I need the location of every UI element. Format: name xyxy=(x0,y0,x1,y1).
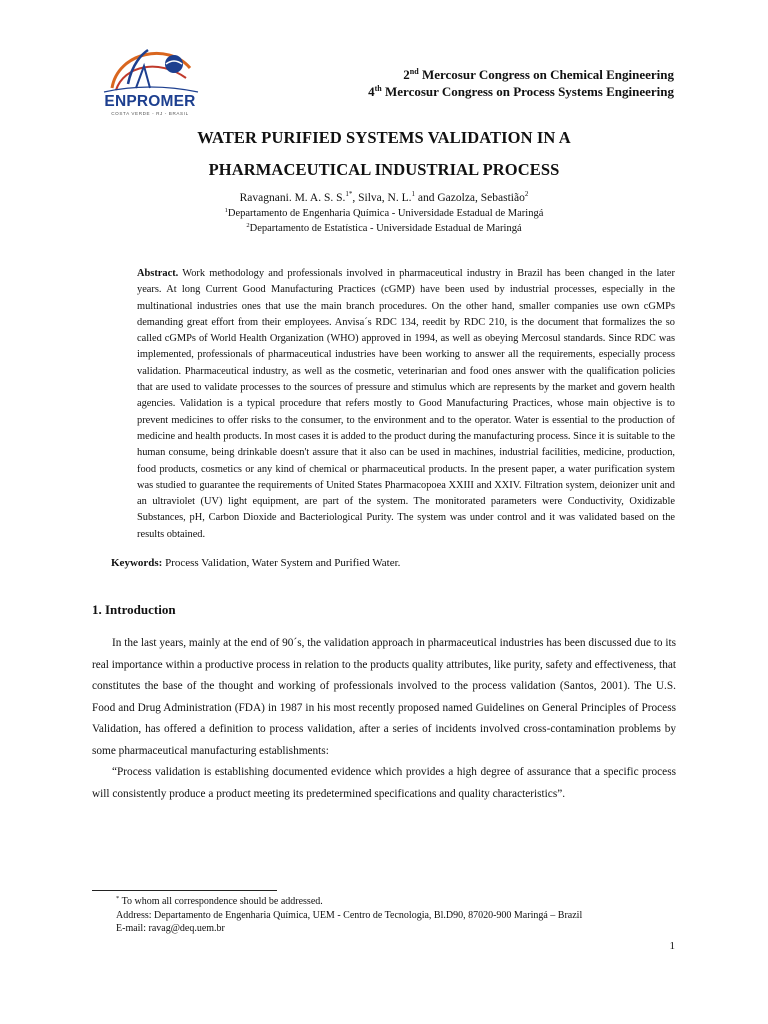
paragraph: “Process validation is establishing documented evidence which provides a high degree of assurance that a specific process will consistently produce a product meeting its predetermined specifications and quality characteristics”. xyxy=(92,766,676,800)
logo-subtitle: COSTA VERDE - RJ - BRASIL xyxy=(111,111,189,116)
footnote-email: E-mail: ravag@deq.uem.br xyxy=(116,923,225,934)
paper-title-line-1: WATER PURIFIED SYSTEMS VALIDATION IN A xyxy=(197,128,571,147)
section-heading: 1. Introduction xyxy=(92,602,176,617)
page-number: 1 xyxy=(669,940,675,952)
paper-title-line-2: PHARMACEUTICAL INDUSTRIAL PROCESS xyxy=(208,160,560,179)
conference-line-1: 2nd Mercosur Congress on Chemical Engineering xyxy=(403,67,674,82)
footnote-line-1: * To whom all correspondence should be addressed. xyxy=(116,895,323,907)
affiliation-2: $^2$Departamento de Estatística - Universidade Estadual de Maringá xyxy=(246,222,522,234)
conference-line-2: 4th Mercosur Congress on Process Systems Engineering xyxy=(368,84,674,99)
author-list: Ravagnani. M. A. S. S.$^{1*}$, Silva, N. L.$^1$ and Gazolza, Sebastião$^2$ xyxy=(239,190,529,204)
footnote-divider xyxy=(92,890,277,891)
introduction-body xyxy=(92,633,676,805)
affiliation-1: $^1$Departamento de Engenharia Química - Universidade Estadual de Maringá xyxy=(224,207,544,219)
abstract: Abstract. Work methodology and professionals involved in pharmaceutical industry in Brazil has been changed in the later years. At long Current Good Manufacturing Practices (cGMP) have been used by industrial processes, especially in the multinational industries ones that use the main branch procedures. On the other hand, smaller companies use own cGMPs demanding great effort from their employees. Anvisa´s RDC 134, reedit by RDC 210, is the document that formalizes the so called cGMPs of World Health Organization (WHO) approved in 1994, as well as obeying Mercosul standards. Since RDC was implemented, professionals of pharmaceutical industries have been working to answer all the requirements, especially process validation. Pharmaceutical industry, as well as the cosmetic, veterinarian and food ones answer with the qualification policies that are used to validate processes to the sources of pressure and stimulus which are represents by the market and govern health agencies. Validation is a typical procedure that refers mostly to Good Manufacturing Practices, whose main objective is to prevent medicines to offer risks to the consumer, to the environment and to the operator. Water is essential to the production of medicine and health products. In most cases it is added to the product during the manufacturing process. Since it is suitable to the human consume, being drinkable doesn't assure that it also can be used in machines, industrial facilities, medicine, production, food products, cosmetics or any kind of chemical or pharmaceutical products. In the present paper, a water purification system was studied to guarantee the requirements of United States Pharmacopoea XXIII and XXIV. Filtration system, deionizer unit and an ultraviolet (UV) light equipment, are part of the system. The monitorated parameters were Conductivity, Oxidizable Substances, pH, Carbon Dioxide and Bacteriological Purity. The system was under control and it was validated based on the results obtained. xyxy=(137,268,675,540)
keywords: Keywords: Process Validation, Water System and Purified Water. xyxy=(111,557,401,569)
paragraph: In the last years, mainly at the end of 90´s, the validation approach in pharmaceutical industries has been discussed due to its real importance within a productive process in relation to the products quality attributes, like purity, safety and effectiveness, that constitutes the base of the thought and working of professionals involved to the process validation (Santos, 2001). The U.S. Food and Drug Administration (FDA) in 1987 in his most recently proposed named Guidelines on General Principles of Process Validation, has offered a definition to process validation, after a series of incidents involved cross-contamination problems by some pharmaceutical manufacturing establishments: xyxy=(92,637,676,757)
logo-emblem-icon xyxy=(98,44,202,96)
enpromer-logo xyxy=(98,44,202,120)
footnote-address: Address: Departamento de Engenharia Química, UEM - Centro de Tecnologia, Bl.D90, 87020-900 Maringá – Brazil xyxy=(116,910,583,921)
logo-wordmark: ENPROMER xyxy=(104,93,196,110)
